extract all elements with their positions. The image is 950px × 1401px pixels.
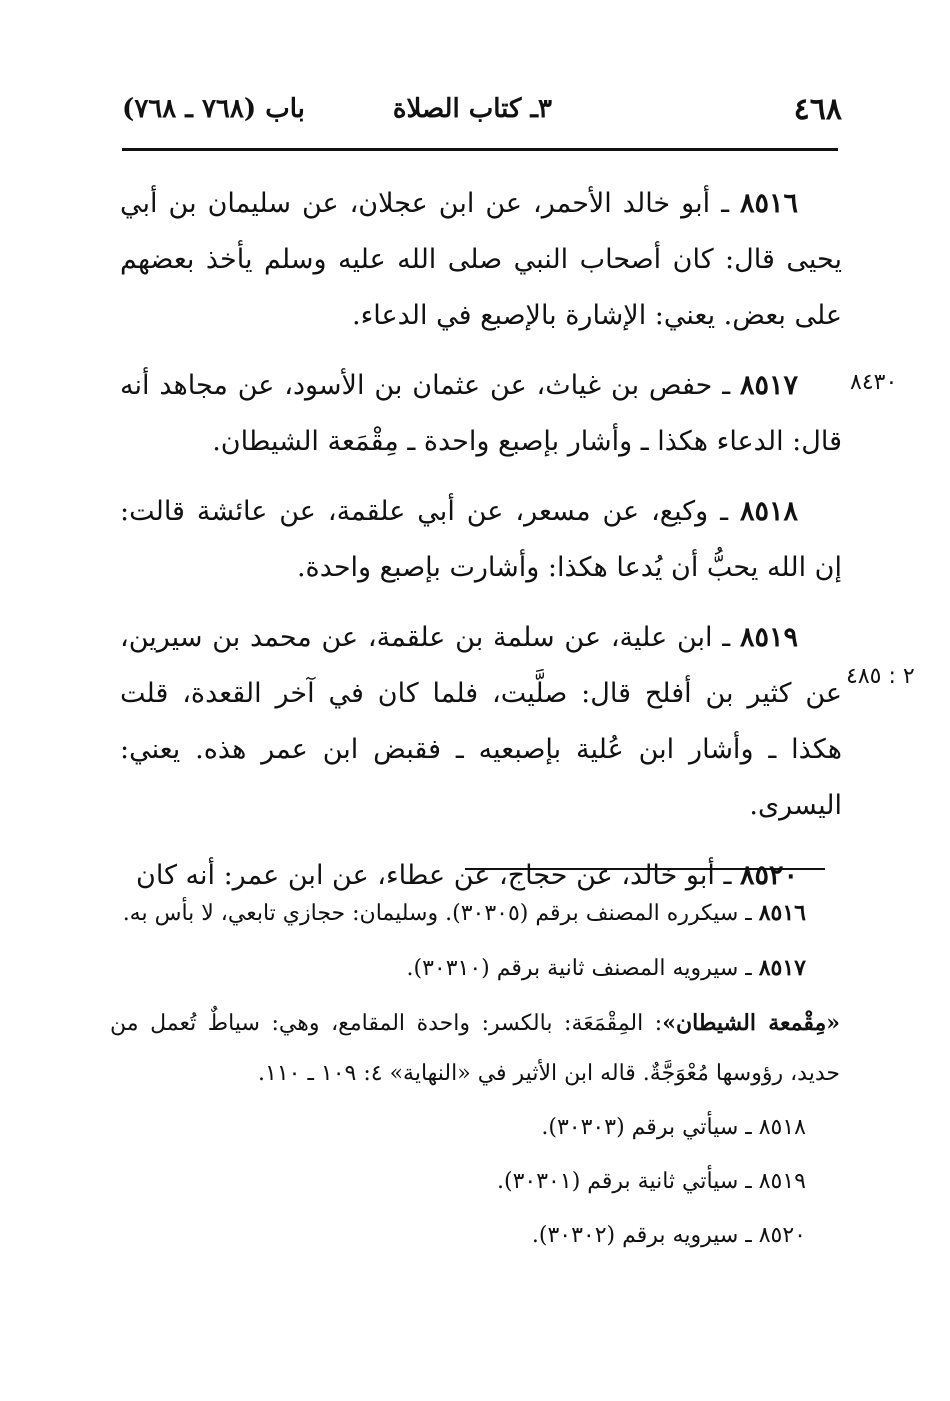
hadith-text: ـ ابن علية، عن سلمة بن علقمة، عن محمد بن سيرين، عن كثير بن أفلح قال: صلَّيت، فلما كان في آخر القعدة، قلت هكذا ـ وأشار ابن عُلية بإصبعيه ـ فقبض ابن عمر هذه. يعني: اليسرى.: [120, 622, 842, 821]
hadith-text: ـ أبو خالد، عن حجاج، عن عطاء، عن ابن عمر: أنه كان: [136, 860, 740, 891]
footnote-definition: [110, 998, 840, 1099]
definition-text: : المِقْمَعَة: بالكسر: واحدة المقامع، وهي: سياطٌ تُعمل من حديد، رؤوسها مُعْوَجَّةٌ. قاله ابن الأثير في «النهاية» ٤: ١٠٩ ـ ١١٠.: [110, 1011, 840, 1086]
hadith-paragraph: [120, 358, 842, 470]
header-rule: [122, 148, 838, 151]
footnote: [110, 943, 840, 994]
margin-note: ٢ : ٤٨٥: [846, 664, 915, 689]
footnote-number: ٨٥٢٠: [758, 1223, 806, 1248]
footnote-text: ـ سيرويه المصنف ثانية برقم (٣٠٣١٠).: [406, 956, 759, 981]
hadith-paragraph: [120, 484, 842, 596]
hadith-paragraph: [120, 610, 842, 834]
hadith-text: ـ وكيع، عن مسعر، عن أبي علقمة، عن عائشة قالت: إن الله يحبُّ أن يُدعا هكذا: وأشارت بإصبع واحدة.: [120, 496, 842, 583]
hadith-number: ٨٥١٩: [739, 622, 798, 653]
main-text: [120, 176, 842, 918]
hadith-number: ٨٥١٦: [739, 188, 798, 219]
footnote-number: ٨٥١٩: [758, 1169, 806, 1194]
footnote-text: ـ سيأتي برقم (٣٠٣٠٣).: [541, 1115, 759, 1140]
book-title: ٣ـ كتاب الصلاة: [392, 94, 552, 124]
footnote: [110, 1157, 840, 1207]
hadith-text: ـ حفص بن غياث، عن عثمان بن الأسود، عن مجاهد أنه قال: الدعاء هكذا ـ وأشار بإصبع واحدة ـ مِقْمَعة الشيطان.: [120, 370, 842, 457]
footnote-number: ٨٥١٧: [758, 955, 806, 981]
footnote-number: ٨٥١٨: [758, 1115, 806, 1140]
hadith-paragraph: [120, 176, 842, 344]
chapter-title: باب (٧٦٨ ـ ٧٦٨): [122, 94, 305, 124]
page-header: [122, 92, 842, 136]
definition-term: «مِقْمعة الشيطان»: [662, 1010, 841, 1036]
footnote: [110, 888, 840, 939]
hadith-number: ٨٥٢٠: [739, 860, 798, 891]
margin-note: ٨٤٣٠: [850, 370, 898, 395]
footnotes: [110, 888, 840, 1265]
footnote-text: ـ سيكرره المصنف برقم (٣٠٣٠٥). وسليمان: حجازي تابعي، لا بأس به.: [122, 901, 759, 926]
footnote: [110, 1211, 840, 1261]
page-number: ٤٦٨: [793, 92, 842, 127]
hadith-number: ٨٥١٨: [739, 496, 798, 527]
hadith-text: ـ أبو خالد الأحمر، عن ابن عجلان، عن سليمان بن أبي يحيى قال: كان أصحاب النبي صلى الله عليه وسلم يأخذ بعضهم على بعض. يعني: الإشارة بالإصبع في الدعاء.: [120, 188, 842, 331]
footnote-text: ـ سيرويه برقم (٣٠٣٠٢).: [531, 1223, 759, 1248]
footnote-number: ٨٥١٦: [758, 900, 806, 926]
footnote: [110, 1103, 840, 1153]
footnote-text: ـ سيأتي ثانية برقم (٣٠٣٠١).: [497, 1169, 759, 1194]
footnote-rule: [465, 868, 825, 870]
hadith-number: ٨٥١٧: [739, 370, 798, 401]
